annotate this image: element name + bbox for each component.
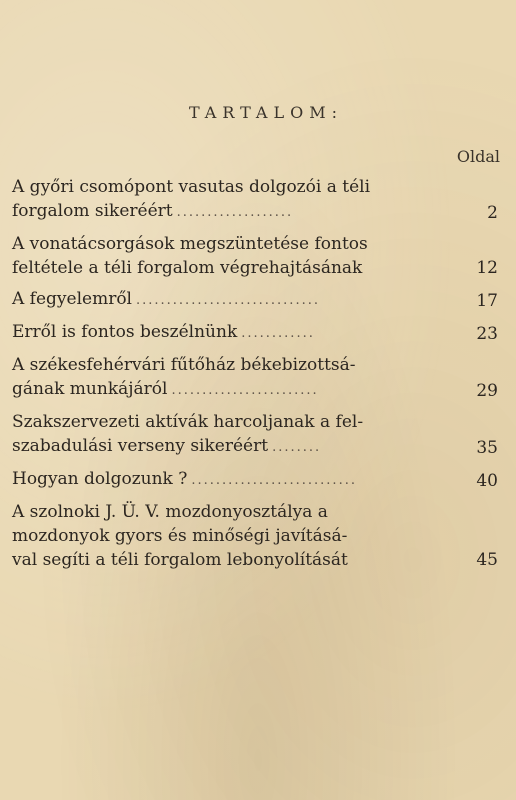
toc-leader-dots: ........ [272, 440, 322, 455]
toc-entry-line: mozdonyok gyors és minőségi javításá- [12, 526, 348, 546]
toc-entry [12, 467, 498, 493]
toc-entry-line: gának munkájáról ........................ [12, 377, 458, 403]
toc-page-number: 35 [476, 438, 498, 458]
page-column-header: Oldal [456, 147, 500, 166]
toc-entry-title [12, 500, 458, 572]
toc-page-number: 2 [487, 203, 498, 223]
toc-entry [12, 232, 498, 280]
toc-entry-title [12, 175, 458, 225]
toc-entry-line: val segíti a téli forgalom lebonyolítását [12, 550, 348, 570]
toc-entry-line: A vonatácsorgások megszüntetése fontos [12, 234, 368, 254]
toc-page-number: 40 [476, 471, 498, 491]
toc-entry-title [12, 467, 458, 493]
toc-entry-line: feltétele a téli forgalom végrehajtásának [12, 258, 363, 278]
toc-entry-title [12, 232, 458, 280]
toc-leader-dots: .............................. [136, 293, 320, 308]
toc-page-number: 17 [476, 291, 498, 311]
toc-leader-dots: ............ [241, 326, 315, 341]
toc-entry-line: Szakszervezeti aktívák harcoljanak a fel- [12, 412, 364, 432]
toc-page-number: 12 [476, 258, 498, 278]
toc-entry-title [12, 353, 458, 403]
toc-entry-title [12, 287, 458, 313]
toc-entry-line: Erről is fontos beszélnünk ............ [12, 320, 458, 346]
toc-entry [12, 353, 498, 403]
toc-entry-line: A szolnoki J. Ü. V. mozdonyosztálya a [12, 502, 328, 522]
toc-entry [12, 287, 498, 313]
toc-entry [12, 410, 498, 460]
toc-leader-dots: ........................... [191, 473, 357, 488]
toc-entry [12, 175, 498, 225]
toc-title: TARTALOM: [189, 103, 343, 122]
toc-entry-line: szabadulási verseny sikeréért ........ [12, 434, 458, 460]
toc-leader-dots: ........................ [171, 383, 319, 398]
toc-leader-dots: ................... [176, 205, 294, 220]
toc-entry-line: A fegyelemről .............................. [12, 287, 458, 313]
toc-entry [12, 500, 498, 572]
table-of-contents [12, 175, 498, 579]
toc-page-number: 45 [476, 550, 498, 570]
toc-page-number: 29 [476, 381, 498, 401]
toc-entry-line: A székesfehérvári fűtőház békebizottsá- [12, 355, 356, 375]
toc-page-number: 23 [476, 324, 498, 344]
toc-entry-line: forgalom sikeréért ................... [12, 199, 458, 225]
toc-entry-line: A győri csomópont vasutas dolgozói a téli [12, 177, 371, 197]
toc-entry-line: Hogyan dolgozunk ? ........................... [12, 467, 458, 493]
toc-entry [12, 320, 498, 346]
toc-entry-title [12, 410, 458, 460]
toc-entry-title [12, 320, 458, 346]
